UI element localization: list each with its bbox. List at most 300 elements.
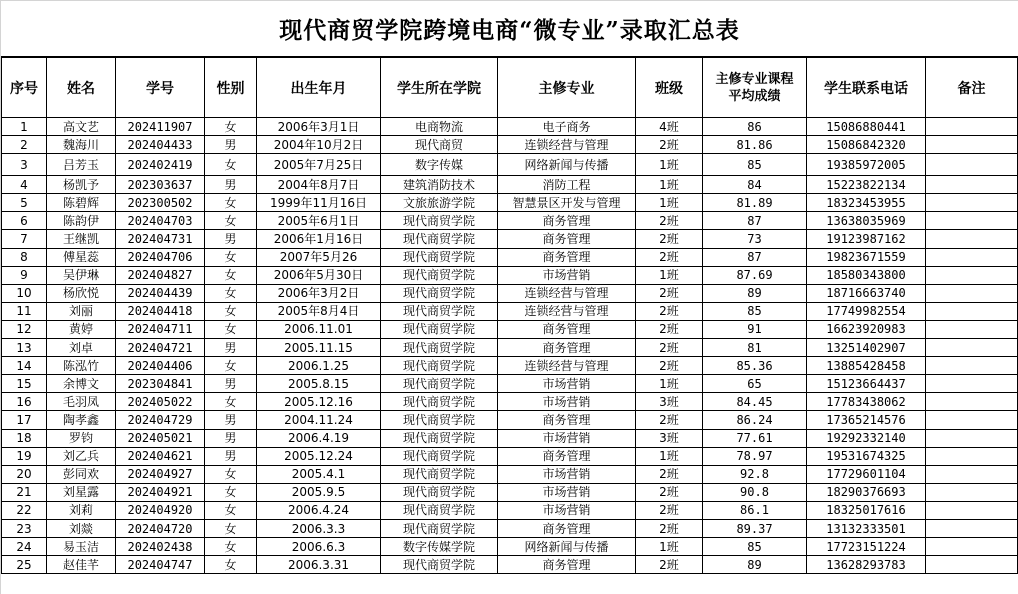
table-row bbox=[2, 320, 1018, 338]
cell-seq[interactable]: 16 bbox=[2, 393, 47, 411]
cell-average-score[interactable]: 85 bbox=[703, 538, 807, 556]
cell-student-id[interactable]: 202404921 bbox=[116, 483, 205, 501]
cell-name[interactable]: 毛羽凤 bbox=[47, 393, 116, 411]
cell-phone[interactable]: 18325017616 bbox=[807, 501, 926, 519]
header-college[interactable]: 学生所在学院 bbox=[381, 58, 498, 118]
cell-seq[interactable]: 20 bbox=[2, 465, 47, 483]
cell-student-id[interactable]: 202404747 bbox=[116, 556, 205, 574]
cell-seq[interactable]: 25 bbox=[2, 556, 47, 574]
cell-college[interactable]: 现代商贸学院 bbox=[381, 212, 498, 230]
cell-major[interactable]: 连锁经营与管理 bbox=[498, 136, 636, 154]
cell-major[interactable]: 商务管理 bbox=[498, 447, 636, 465]
cell-student-id[interactable]: 202402419 bbox=[116, 154, 205, 176]
header-major[interactable]: 主修专业 bbox=[498, 58, 636, 118]
cell-note[interactable] bbox=[926, 194, 1018, 212]
cell-class[interactable]: 1班 bbox=[636, 375, 703, 393]
cell-phone[interactable]: 17783438062 bbox=[807, 393, 926, 411]
cell-class[interactable]: 1班 bbox=[636, 194, 703, 212]
cell-class[interactable]: 4班 bbox=[636, 118, 703, 136]
cell-phone[interactable]: 15123664437 bbox=[807, 375, 926, 393]
cell-college[interactable]: 现代商贸学院 bbox=[381, 519, 498, 537]
cell-college[interactable]: 现代商贸学院 bbox=[381, 284, 498, 302]
cell-birth[interactable]: 2004年8月7日 bbox=[257, 176, 381, 194]
cell-college[interactable]: 数字传媒 bbox=[381, 154, 498, 176]
cell-average-score[interactable]: 91 bbox=[703, 320, 807, 338]
cell-major[interactable]: 商务管理 bbox=[498, 519, 636, 537]
cell-phone[interactable]: 13638035969 bbox=[807, 212, 926, 230]
cell-phone[interactable]: 15086842320 bbox=[807, 136, 926, 154]
cell-student-id[interactable]: 202404621 bbox=[116, 447, 205, 465]
cell-note[interactable] bbox=[926, 483, 1018, 501]
cell-student-id[interactable]: 202404418 bbox=[116, 302, 205, 320]
cell-birth[interactable]: 2006.11.01 bbox=[257, 320, 381, 338]
cell-name[interactable]: 刘燚 bbox=[47, 519, 116, 537]
cell-note[interactable] bbox=[926, 302, 1018, 320]
cell-note[interactable] bbox=[926, 154, 1018, 176]
cell-gender[interactable]: 男 bbox=[205, 176, 257, 194]
header-average-score-line1: 主修专业课程 bbox=[715, 71, 794, 87]
cell-major[interactable]: 连锁经营与管理 bbox=[498, 284, 636, 302]
cell-birth[interactable]: 2005.12.16 bbox=[257, 393, 381, 411]
cell-average-score[interactable]: 81 bbox=[703, 339, 807, 357]
cell-class[interactable]: 2班 bbox=[636, 302, 703, 320]
cell-name[interactable]: 魏海川 bbox=[47, 136, 116, 154]
cell-college[interactable]: 现代商贸学院 bbox=[381, 411, 498, 429]
cell-note[interactable] bbox=[926, 320, 1018, 338]
cell-note[interactable] bbox=[926, 248, 1018, 266]
cell-seq[interactable]: 4 bbox=[2, 176, 47, 194]
cell-student-id[interactable]: 202404711 bbox=[116, 320, 205, 338]
cell-gender[interactable]: 女 bbox=[205, 154, 257, 176]
header-name[interactable]: 姓名 bbox=[47, 58, 116, 118]
cell-note[interactable] bbox=[926, 339, 1018, 357]
cell-name[interactable]: 陈韵伊 bbox=[47, 212, 116, 230]
cell-note[interactable] bbox=[926, 393, 1018, 411]
cell-note[interactable] bbox=[926, 176, 1018, 194]
cell-phone[interactable]: 16623920983 bbox=[807, 320, 926, 338]
cell-college[interactable]: 现代商贸学院 bbox=[381, 230, 498, 248]
table-row bbox=[2, 284, 1018, 302]
table-row bbox=[2, 266, 1018, 284]
cell-birth[interactable]: 2006年3月2日 bbox=[257, 284, 381, 302]
cell-birth[interactable]: 2006.3.3 bbox=[257, 519, 381, 537]
table-row bbox=[2, 248, 1018, 266]
cell-average-score[interactable]: 81.89 bbox=[703, 194, 807, 212]
header-row bbox=[2, 58, 1018, 118]
cell-average-score[interactable]: 85 bbox=[703, 154, 807, 176]
cell-seq[interactable]: 8 bbox=[2, 248, 47, 266]
cell-student-id[interactable]: 202404721 bbox=[116, 339, 205, 357]
cell-gender[interactable]: 男 bbox=[205, 375, 257, 393]
cell-college[interactable]: 电商物流 bbox=[381, 118, 498, 136]
header-seq[interactable]: 序号 bbox=[2, 58, 47, 118]
cell-name[interactable]: 刘乙兵 bbox=[47, 447, 116, 465]
cell-class[interactable]: 2班 bbox=[636, 465, 703, 483]
table-row bbox=[2, 302, 1018, 320]
cell-average-score[interactable]: 89.37 bbox=[703, 519, 807, 537]
cell-seq[interactable]: 13 bbox=[2, 339, 47, 357]
table-row bbox=[2, 465, 1018, 483]
cell-average-score[interactable]: 78.97 bbox=[703, 447, 807, 465]
cell-major[interactable]: 商务管理 bbox=[498, 339, 636, 357]
cell-name[interactable]: 陶孝鑫 bbox=[47, 411, 116, 429]
cell-gender[interactable]: 女 bbox=[205, 556, 257, 574]
cell-seq[interactable]: 19 bbox=[2, 447, 47, 465]
cell-gender[interactable]: 女 bbox=[205, 320, 257, 338]
header-class[interactable]: 班级 bbox=[636, 58, 703, 118]
cell-name[interactable]: 刘星露 bbox=[47, 483, 116, 501]
cell-student-id[interactable]: 202404406 bbox=[116, 357, 205, 375]
cell-major[interactable]: 智慧景区开发与管理 bbox=[498, 194, 636, 212]
cell-gender[interactable]: 男 bbox=[205, 230, 257, 248]
cell-gender[interactable]: 女 bbox=[205, 248, 257, 266]
header-birth[interactable]: 出生年月 bbox=[257, 58, 381, 118]
cell-phone[interactable]: 19123987162 bbox=[807, 230, 926, 248]
cell-birth[interactable]: 2005.12.24 bbox=[257, 447, 381, 465]
cell-birth[interactable]: 2006.4.24 bbox=[257, 501, 381, 519]
cell-gender[interactable]: 女 bbox=[205, 393, 257, 411]
cell-gender[interactable]: 男 bbox=[205, 339, 257, 357]
cell-note[interactable] bbox=[926, 465, 1018, 483]
cell-birth[interactable]: 2005.11.15 bbox=[257, 339, 381, 357]
cell-major[interactable]: 市场营销 bbox=[498, 483, 636, 501]
cell-class[interactable]: 2班 bbox=[636, 483, 703, 501]
cell-gender[interactable]: 女 bbox=[205, 284, 257, 302]
cell-class[interactable]: 1班 bbox=[636, 154, 703, 176]
cell-note[interactable] bbox=[926, 357, 1018, 375]
cell-name[interactable]: 傅星蕊 bbox=[47, 248, 116, 266]
cell-phone[interactable]: 13132333501 bbox=[807, 519, 926, 537]
cell-birth[interactable]: 2005.8.15 bbox=[257, 375, 381, 393]
cell-gender[interactable]: 女 bbox=[205, 302, 257, 320]
cell-class[interactable]: 1班 bbox=[636, 447, 703, 465]
cell-class[interactable]: 2班 bbox=[636, 284, 703, 302]
cell-average-score[interactable]: 86.24 bbox=[703, 411, 807, 429]
cell-student-id[interactable]: 202404439 bbox=[116, 284, 205, 302]
cell-seq[interactable]: 14 bbox=[2, 357, 47, 375]
cell-major[interactable]: 市场营销 bbox=[498, 266, 636, 284]
cell-name[interactable]: 赵佳芊 bbox=[47, 556, 116, 574]
cell-phone[interactable]: 17749982554 bbox=[807, 302, 926, 320]
cell-average-score[interactable]: 77.61 bbox=[703, 429, 807, 447]
cell-average-score[interactable]: 86.1 bbox=[703, 501, 807, 519]
cell-gender[interactable]: 女 bbox=[205, 357, 257, 375]
cell-major[interactable]: 消防工程 bbox=[498, 176, 636, 194]
cell-average-score[interactable]: 85.36 bbox=[703, 357, 807, 375]
cell-student-id[interactable]: 202300502 bbox=[116, 194, 205, 212]
title-row[interactable] bbox=[1, 1, 1018, 57]
cell-major[interactable]: 商务管理 bbox=[498, 212, 636, 230]
cell-gender[interactable]: 男 bbox=[205, 136, 257, 154]
cell-note[interactable] bbox=[926, 501, 1018, 519]
cell-average-score[interactable]: 73 bbox=[703, 230, 807, 248]
cell-seq[interactable]: 22 bbox=[2, 501, 47, 519]
cell-college[interactable]: 现代商贸 bbox=[381, 136, 498, 154]
cell-student-id[interactable]: 202404729 bbox=[116, 411, 205, 429]
cell-phone[interactable]: 17365214576 bbox=[807, 411, 926, 429]
cell-seq[interactable]: 11 bbox=[2, 302, 47, 320]
cell-student-id[interactable]: 202404720 bbox=[116, 519, 205, 537]
table-row bbox=[2, 393, 1018, 411]
cell-college[interactable]: 数字传媒学院 bbox=[381, 538, 498, 556]
cell-name[interactable]: 王继凯 bbox=[47, 230, 116, 248]
cell-note[interactable] bbox=[926, 284, 1018, 302]
cell-note[interactable] bbox=[926, 230, 1018, 248]
cell-birth[interactable]: 2005年8月4日 bbox=[257, 302, 381, 320]
cell-name[interactable]: 刘莉 bbox=[47, 501, 116, 519]
cell-class[interactable]: 2班 bbox=[636, 212, 703, 230]
cell-average-score[interactable]: 65 bbox=[703, 375, 807, 393]
cell-major[interactable]: 商务管理 bbox=[498, 320, 636, 338]
cell-seq[interactable]: 6 bbox=[2, 212, 47, 230]
cell-note[interactable] bbox=[926, 266, 1018, 284]
cell-student-id[interactable]: 202304841 bbox=[116, 375, 205, 393]
cell-phone[interactable]: 18716663740 bbox=[807, 284, 926, 302]
cell-note[interactable] bbox=[926, 212, 1018, 230]
cell-major[interactable]: 商务管理 bbox=[498, 411, 636, 429]
cell-phone[interactable]: 19823671559 bbox=[807, 248, 926, 266]
cell-seq[interactable]: 12 bbox=[2, 320, 47, 338]
cell-name[interactable]: 刘丽 bbox=[47, 302, 116, 320]
cell-college[interactable]: 建筑消防技术 bbox=[381, 176, 498, 194]
cell-class[interactable]: 2班 bbox=[636, 411, 703, 429]
cell-birth[interactable]: 2005.9.5 bbox=[257, 483, 381, 501]
cell-major[interactable]: 连锁经营与管理 bbox=[498, 357, 636, 375]
cell-seq[interactable]: 15 bbox=[2, 375, 47, 393]
cell-average-score[interactable]: 87 bbox=[703, 248, 807, 266]
cell-gender[interactable]: 女 bbox=[205, 501, 257, 519]
cell-major[interactable]: 电子商务 bbox=[498, 118, 636, 136]
cell-college[interactable]: 现代商贸学院 bbox=[381, 556, 498, 574]
cell-seq[interactable]: 1 bbox=[2, 118, 47, 136]
cell-average-score[interactable]: 81.86 bbox=[703, 136, 807, 154]
cell-note[interactable] bbox=[926, 118, 1018, 136]
cell-class[interactable]: 2班 bbox=[636, 357, 703, 375]
cell-birth[interactable]: 2006.4.19 bbox=[257, 429, 381, 447]
header-gender[interactable]: 性别 bbox=[205, 58, 257, 118]
cell-seq[interactable]: 9 bbox=[2, 266, 47, 284]
cell-class[interactable]: 1班 bbox=[636, 538, 703, 556]
cell-name[interactable]: 高文艺 bbox=[47, 118, 116, 136]
cell-note[interactable] bbox=[926, 447, 1018, 465]
cell-phone[interactable]: 19292332140 bbox=[807, 429, 926, 447]
cell-college[interactable]: 文旅旅游学院 bbox=[381, 194, 498, 212]
cell-name[interactable]: 刘卓 bbox=[47, 339, 116, 357]
cell-gender[interactable]: 男 bbox=[205, 429, 257, 447]
cell-birth[interactable]: 2006.3.31 bbox=[257, 556, 381, 574]
cell-class[interactable]: 2班 bbox=[636, 136, 703, 154]
cell-class[interactable]: 2班 bbox=[636, 501, 703, 519]
cell-phone[interactable]: 18580343800 bbox=[807, 266, 926, 284]
header-average-score[interactable] bbox=[703, 58, 807, 118]
cell-phone[interactable]: 13885428458 bbox=[807, 357, 926, 375]
cell-gender[interactable]: 女 bbox=[205, 465, 257, 483]
cell-class[interactable]: 1班 bbox=[636, 176, 703, 194]
cell-name[interactable]: 黄婷 bbox=[47, 320, 116, 338]
cell-seq[interactable]: 3 bbox=[2, 154, 47, 176]
cell-phone[interactable]: 18290376693 bbox=[807, 483, 926, 501]
cell-phone[interactable]: 19531674325 bbox=[807, 447, 926, 465]
cell-major[interactable]: 市场营销 bbox=[498, 393, 636, 411]
cell-class[interactable]: 2班 bbox=[636, 339, 703, 357]
cell-note[interactable] bbox=[926, 519, 1018, 537]
cell-birth[interactable]: 2006年5月30日 bbox=[257, 266, 381, 284]
cell-class[interactable]: 1班 bbox=[636, 266, 703, 284]
cell-college[interactable]: 现代商贸学院 bbox=[381, 302, 498, 320]
cell-college[interactable]: 现代商贸学院 bbox=[381, 447, 498, 465]
cell-average-score[interactable]: 92.8 bbox=[703, 465, 807, 483]
cell-birth[interactable]: 2006.1.25 bbox=[257, 357, 381, 375]
cell-class[interactable]: 2班 bbox=[636, 320, 703, 338]
cell-name[interactable]: 吕芳玉 bbox=[47, 154, 116, 176]
cell-name[interactable]: 陈泓竹 bbox=[47, 357, 116, 375]
cell-birth[interactable]: 2005年6月1日 bbox=[257, 212, 381, 230]
cell-college[interactable]: 现代商贸学院 bbox=[381, 248, 498, 266]
cell-seq[interactable]: 23 bbox=[2, 519, 47, 537]
cell-student-id[interactable]: 202402438 bbox=[116, 538, 205, 556]
cell-note[interactable] bbox=[926, 429, 1018, 447]
cell-name[interactable]: 余博文 bbox=[47, 375, 116, 393]
cell-name[interactable]: 陈碧辉 bbox=[47, 194, 116, 212]
cell-student-id[interactable]: 202303637 bbox=[116, 176, 205, 194]
cell-student-id[interactable]: 202405022 bbox=[116, 393, 205, 411]
cell-average-score[interactable]: 86 bbox=[703, 118, 807, 136]
cell-college[interactable]: 现代商贸学院 bbox=[381, 266, 498, 284]
cell-note[interactable] bbox=[926, 136, 1018, 154]
cell-average-score[interactable]: 87.69 bbox=[703, 266, 807, 284]
table-row bbox=[2, 538, 1018, 556]
cell-phone[interactable]: 18323453955 bbox=[807, 194, 926, 212]
cell-college[interactable]: 现代商贸学院 bbox=[381, 375, 498, 393]
cell-birth[interactable]: 2007年5月26 bbox=[257, 248, 381, 266]
cell-note[interactable] bbox=[926, 538, 1018, 556]
cell-student-id[interactable]: 202404827 bbox=[116, 266, 205, 284]
cell-seq[interactable]: 21 bbox=[2, 483, 47, 501]
cell-major[interactable]: 市场营销 bbox=[498, 501, 636, 519]
cell-student-id[interactable]: 202404703 bbox=[116, 212, 205, 230]
cell-class[interactable]: 2班 bbox=[636, 230, 703, 248]
cell-college[interactable]: 现代商贸学院 bbox=[381, 429, 498, 447]
cell-major[interactable]: 商务管理 bbox=[498, 248, 636, 266]
cell-student-id[interactable]: 202404433 bbox=[116, 136, 205, 154]
cell-college[interactable]: 现代商贸学院 bbox=[381, 465, 498, 483]
cell-note[interactable] bbox=[926, 411, 1018, 429]
cell-phone[interactable]: 15223822134 bbox=[807, 176, 926, 194]
cell-birth[interactable]: 2005.4.1 bbox=[257, 465, 381, 483]
cell-phone[interactable]: 19385972005 bbox=[807, 154, 926, 176]
cell-average-score[interactable]: 85 bbox=[703, 302, 807, 320]
cell-major[interactable]: 市场营销 bbox=[498, 465, 636, 483]
cell-average-score[interactable]: 89 bbox=[703, 284, 807, 302]
cell-student-id[interactable]: 202404706 bbox=[116, 248, 205, 266]
cell-college[interactable]: 现代商贸学院 bbox=[381, 501, 498, 519]
table-row bbox=[2, 212, 1018, 230]
cell-name[interactable]: 易玉洁 bbox=[47, 538, 116, 556]
cell-note[interactable] bbox=[926, 375, 1018, 393]
cell-class[interactable]: 3班 bbox=[636, 393, 703, 411]
cell-seq[interactable]: 7 bbox=[2, 230, 47, 248]
header-phone[interactable]: 学生联系电话 bbox=[807, 58, 926, 118]
cell-birth[interactable]: 1999年11月16日 bbox=[257, 194, 381, 212]
cell-major[interactable]: 市场营销 bbox=[498, 429, 636, 447]
cell-gender[interactable]: 女 bbox=[205, 519, 257, 537]
cell-name[interactable]: 吴伊琳 bbox=[47, 266, 116, 284]
cell-college[interactable]: 现代商贸学院 bbox=[381, 483, 498, 501]
cell-major[interactable]: 商务管理 bbox=[498, 230, 636, 248]
cell-gender[interactable]: 女 bbox=[205, 212, 257, 230]
cell-birth[interactable]: 2005年7月25日 bbox=[257, 154, 381, 176]
cell-average-score[interactable]: 84 bbox=[703, 176, 807, 194]
table-row bbox=[2, 357, 1018, 375]
cell-gender[interactable]: 女 bbox=[205, 266, 257, 284]
header-student-id[interactable]: 学号 bbox=[116, 58, 205, 118]
cell-phone[interactable]: 15086880441 bbox=[807, 118, 926, 136]
cell-average-score[interactable]: 84.45 bbox=[703, 393, 807, 411]
cell-average-score[interactable]: 87 bbox=[703, 212, 807, 230]
cell-college[interactable]: 现代商贸学院 bbox=[381, 357, 498, 375]
cell-major[interactable]: 网络新闻与传播 bbox=[498, 154, 636, 176]
cell-phone[interactable]: 13628293783 bbox=[807, 556, 926, 574]
cell-name[interactable]: 彭同欢 bbox=[47, 465, 116, 483]
cell-birth[interactable]: 2004年10月2日 bbox=[257, 136, 381, 154]
cell-gender[interactable]: 女 bbox=[205, 483, 257, 501]
cell-college[interactable]: 现代商贸学院 bbox=[381, 320, 498, 338]
cell-class[interactable]: 2班 bbox=[636, 248, 703, 266]
cell-phone[interactable]: 17723151224 bbox=[807, 538, 926, 556]
cell-birth[interactable]: 2006年3月1日 bbox=[257, 118, 381, 136]
cell-college[interactable]: 现代商贸学院 bbox=[381, 339, 498, 357]
cell-birth[interactable]: 2004.11.24 bbox=[257, 411, 381, 429]
cell-seq[interactable]: 10 bbox=[2, 284, 47, 302]
cell-phone[interactable]: 13251402907 bbox=[807, 339, 926, 357]
cell-gender[interactable]: 女 bbox=[205, 194, 257, 212]
cell-average-score[interactable]: 90.8 bbox=[703, 483, 807, 501]
cell-student-id[interactable]: 202404927 bbox=[116, 465, 205, 483]
cell-student-id[interactable]: 202405021 bbox=[116, 429, 205, 447]
cell-phone[interactable]: 17729601104 bbox=[807, 465, 926, 483]
cell-major[interactable]: 网络新闻与传播 bbox=[498, 538, 636, 556]
cell-seq[interactable]: 18 bbox=[2, 429, 47, 447]
cell-name[interactable]: 罗钧 bbox=[47, 429, 116, 447]
cell-class[interactable]: 2班 bbox=[636, 519, 703, 537]
cell-major[interactable]: 市场营销 bbox=[498, 375, 636, 393]
cell-seq[interactable]: 5 bbox=[2, 194, 47, 212]
cell-note[interactable] bbox=[926, 556, 1018, 574]
header-note[interactable]: 备注 bbox=[926, 58, 1018, 118]
cell-gender[interactable]: 男 bbox=[205, 447, 257, 465]
cell-class[interactable]: 2班 bbox=[636, 556, 703, 574]
cell-gender[interactable]: 男 bbox=[205, 411, 257, 429]
cell-major[interactable]: 商务管理 bbox=[498, 556, 636, 574]
cell-gender[interactable]: 女 bbox=[205, 538, 257, 556]
table-row bbox=[2, 483, 1018, 501]
cell-student-id[interactable]: 202404731 bbox=[116, 230, 205, 248]
cell-name[interactable]: 杨凯予 bbox=[47, 176, 116, 194]
cell-birth[interactable]: 2006年1月16日 bbox=[257, 230, 381, 248]
cell-seq[interactable]: 2 bbox=[2, 136, 47, 154]
cell-seq[interactable]: 17 bbox=[2, 411, 47, 429]
cell-seq[interactable]: 24 bbox=[2, 538, 47, 556]
cell-college[interactable]: 现代商贸学院 bbox=[381, 393, 498, 411]
cell-gender[interactable]: 女 bbox=[205, 118, 257, 136]
cell-student-id[interactable]: 202411907 bbox=[116, 118, 205, 136]
cell-birth[interactable]: 2006.6.3 bbox=[257, 538, 381, 556]
cell-class[interactable]: 3班 bbox=[636, 429, 703, 447]
cell-name[interactable]: 杨欣悦 bbox=[47, 284, 116, 302]
cell-average-score[interactable]: 89 bbox=[703, 556, 807, 574]
cell-student-id[interactable]: 202404920 bbox=[116, 501, 205, 519]
cell-major[interactable]: 连锁经营与管理 bbox=[498, 302, 636, 320]
